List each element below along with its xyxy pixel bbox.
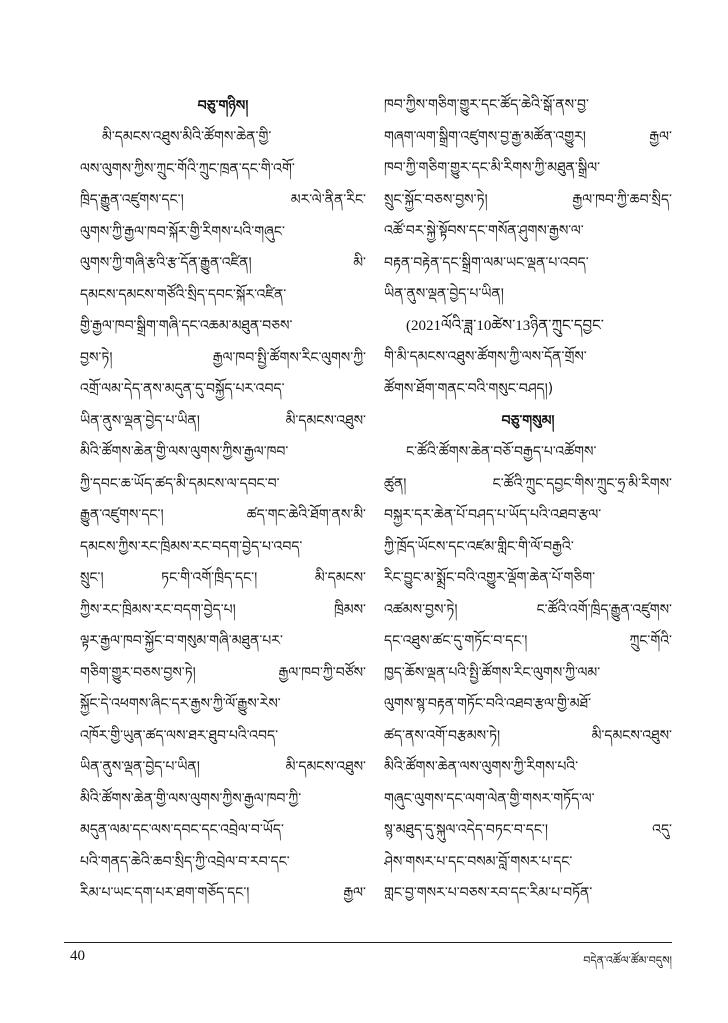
text-line: ལས་ལུགས་ཀྱིས་ཀྲུང་གོའི་ཀྲུང་ཁྲན་དང་གི་འགོ་ xyxy=(80,160,295,177)
text-line: དང་འཐུས་ཚང་དུ་གཏོང་བ་དང་། ཀྲུང་གོའི་ xyxy=(384,633,672,649)
text-line: ཁྲིད་རྒྱུན་འཛུགས་དང་། མར་ལེ་ནིན་རིང་ xyxy=(80,192,366,208)
text-line: གཞག་ལག་སྒྲིག་འཛུགས་བྱ་རྒྱ་མཚོན་འགྱུར། རྒྱལ་ xyxy=(384,128,672,145)
text-line: འཁོར་གྱི་ཡུན་ཚད་ལས་ཐར་ཐུབ་པའི་འབད་ xyxy=(80,727,279,744)
text-line: ཚད་ནས་འགོ་བརྩམས་ཏེ། མི་དམངས་འཐུས་ xyxy=(384,727,672,744)
text-line: རིམ་པ་ཡང་དག་པར་ཐག་གཅོད་དང་། རྒྱལ་ xyxy=(80,885,366,901)
text-line: རྒྱུན་འཛུགས་དང་། ཚད་གང་ཆེའི་ཐོག་ནས་མི་ xyxy=(80,507,366,523)
speech-source-note: གི་མི་དམངས་འཐུས་ཚོགས་ཀྱི་ལས་དོན་གྲོས་ xyxy=(384,349,587,365)
text-line: མིའི་ཚོགས་ཆེན་ལས་ལུགས་ཀྱི་རིགས་པའི་ xyxy=(384,759,579,775)
section-heading-12: བཅུ་གཉིས། xyxy=(197,98,249,114)
text-line: ཡིན་ནུས་ལྡན་བྱེད་པ་ཡིན། མི་དམངས་འཐུས་ xyxy=(80,412,366,429)
text-line: གླང་བྱ་གསར་པ་བཅས་རབ་དང་རིམ་པ་བཏོན་ xyxy=(384,885,593,901)
text-line: ཁྱད་ཆོས་ལྡན་པའི་སྤྱི་ཚོགས་རིང་ལུགས་ཀྱི་ལམ་ xyxy=(384,664,601,681)
text-line: ཡིན་ནུས་ལྡན་བྱེད་པ་ཡིན། xyxy=(384,286,504,302)
text-line: ཤེས་གསར་པ་དང་བསམ་བློ་གསར་པ་དང་ xyxy=(384,853,573,870)
running-footer-title: བདེན་འཚོལ་ཚོམ་བདུས། xyxy=(583,954,672,967)
text-line: ཡིན་ནུས་ལྡན་བྱེད་པ་ཡིན། མི་དམངས་འཐུས་ xyxy=(80,759,366,775)
text-line: སྲུང་སྐྱོང་བཅས་བྱས་ཏེ། རྒྱལ་ཁབ་ཀྱི་ཆབ་སྲིད་ xyxy=(384,191,672,208)
page-number: 40 xyxy=(70,948,85,964)
text-line: ལུགས་ཀྱི་གཞི་རྩའི་རྩ་དོན་རྒྱུན་འཛིན། མི་ xyxy=(80,255,366,271)
text-line: པའི་གནད་ཆེའི་ཆབ་སྲིད་ཀྱི་འབྲེལ་བ་རབ་དང་ xyxy=(80,853,290,870)
text-line: བརྟན་བརྟེན་དང་སྒྲིག་ལམ་ཡང་ལྡན་པ་འབད་ xyxy=(384,254,589,271)
speech-source-note: ཚོགས་ཐོག་གནང་བའི་གསུང་བཤད།) xyxy=(384,380,554,397)
left-column xyxy=(80,90,366,910)
text-line: བསྐྱར་དར་ཆེན་པོ་བཤད་པ་ཡོད་པའི་འཐབ་རྩལ་ xyxy=(384,507,602,523)
text-line: དམངས་ཀྱིས་རང་ཁྲིམས་རང་བདག་བྱེད་པ་འབད་ xyxy=(80,538,303,555)
text-line: སྲུང་། ཏང་གི་འགོ་ཁྲིད་དང་། མི་དམངས་ xyxy=(80,570,366,586)
text-line: རིང་བྱུང་མ་སྨྲོང་བའི་འགྱུར་ལྡོག་ཆེན་པོ་གཅིག་ xyxy=(384,570,596,586)
text-line: ཁབ་ཀྱི་གཅིག་གྱུར་དང་མི་རིགས་ཀྱི་མཐུན་སྒྲིལ་ xyxy=(384,160,601,176)
text-line: ལུགས་ཀྱི་རྒྱལ་ཁབ་སྐོར་གྱི་རིགས་པའི་གཞུང་ xyxy=(80,223,285,240)
text-line: བྱས་ཏེ། རྒྱལ་ཁབ་སྤྱི་ཚོགས་རིང་ལུགས་ཀྱི་ xyxy=(80,349,366,366)
text-line: འཚམས་བྱས་ཏེ། ང་ཚོའི་འགོ་ཁྲིད་རྒྱུན་འཛུགས་ xyxy=(384,601,672,618)
text-line: གཞུང་ལུགས་དང་ལག་ལེན་གྱི་གསར་གཏོད་ལ་ xyxy=(384,790,595,807)
speech-source-note: (2021ལོའི་ཟླ་10ཚེས་13ཉིན་ཀྲུང་དབྱང་ xyxy=(406,317,604,334)
text-line: སྙ་མཐུད་དུ་སྐུལ་འདེད་བཏང་བ་དང་། འདུ་ xyxy=(384,822,672,838)
text-line: ཀྱི་དབང་ཆ་ཡོད་ཚད་མི་དམངས་ལ་དབང་བ་ xyxy=(80,475,280,492)
text-line: འཚོ་བར་སྐྱེ་སྟོབས་དང་གསོན་ཤུགས་རྒྱས་ལ་ xyxy=(384,223,584,239)
text-line: སྐྱོང་དེ་འཕགས་ཞིང་དར་རྒྱས་ཀྱི་ལོ་རྒྱུས་རེས་ xyxy=(80,696,281,712)
text-line: མདུན་ལམ་དང་ལས་དབང་དང་འབྲེལ་བ་ཡོད་ xyxy=(80,822,284,838)
text-line: མི་དམངས་འཐུས་མིའི་ཚོགས་ཆེན་གྱི་ xyxy=(102,129,272,145)
text-line: ལྟར་རྒྱལ་ཁབ་སྐྱོང་བ་གསུམ་གཞི་མཐུན་པར་ xyxy=(80,633,283,649)
text-line: ཁབ་ཀྱིས་གཅིག་གྱུར་དང་ཚོད་ཆེའི་སྒོ་ནས་བྱ་ xyxy=(384,97,589,113)
text-line: གཅིག་གྱུར་བཅས་བྱས་ཏེ། རྒྱལ་ཁབ་ཀྱི་བཙོས་ xyxy=(80,664,366,681)
text-line: ཚུན། ང་ཚོའི་ཀྲུང་དབྱང་གིས་ཀྲུང་ཧྲ་མི་རིགས་ xyxy=(384,475,672,492)
text-line: ལུགས་སྙ་བརྟན་གཏོང་བའི་འཐབ་རྩལ་གྱི་མཐོ་ xyxy=(384,696,592,712)
text-line: མིའི་ཚོགས་ཆེན་གྱི་ལས་ལུགས་ཀྱིས་རྒྱལ་ཁབ་ xyxy=(80,444,289,460)
text-line: ང་ཚོའི་ཚོགས་ཆེན་བཅོ་བརྒྱད་པ་འཚོགས་ xyxy=(406,444,597,460)
text-line: གྱི་རྒྱལ་ཁབ་སྒྲིག་གཞི་དང་འཆམ་མཐུན་བཅས་ xyxy=(80,318,293,334)
text-line: མིའི་ཚོགས་ཆེན་གྱི་ལས་ལུགས་ཀྱིས་རྒྱལ་ཁབ་ཀྱི་ xyxy=(80,790,302,807)
section-heading-13: བཅུ་གསུམ། xyxy=(501,413,555,429)
text-line: དམངས་དམངས་གཙོའི་སྲིད་དབང་སྐོར་འཛིན་ xyxy=(80,286,287,303)
footer-divider xyxy=(64,942,672,943)
text-line: ཀྱིས་རང་ཁྲིམས་རང་བདག་བྱེད་པ། ཁྲིམས་ xyxy=(80,601,366,618)
right-column xyxy=(384,90,672,910)
text-line: འགྲོ་ལམ་དེད་ནས་མདུན་དུ་བསྐྱོད་པར་འབད་ xyxy=(80,381,285,397)
text-line: ཀྱི་ཁྲོད་ཡོངས་དང་འཛམ་གླིང་གི་ལོ་བརྒྱའི་ xyxy=(384,538,574,555)
